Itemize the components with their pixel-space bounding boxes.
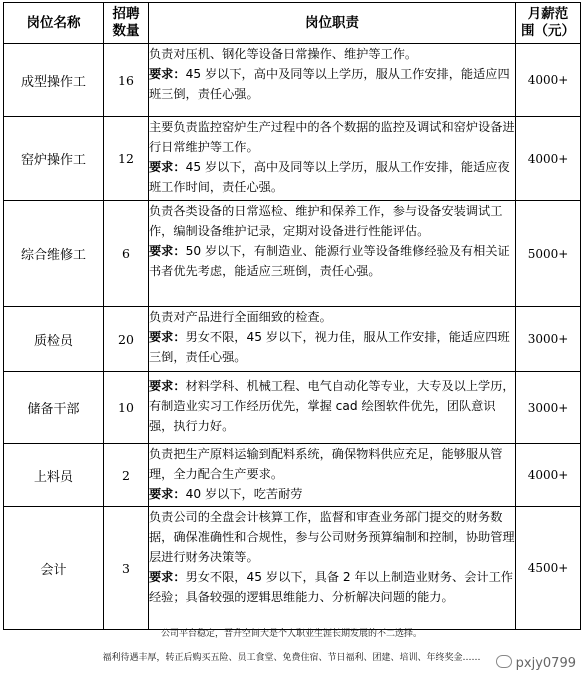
hire-count: 3 [104, 507, 149, 630]
requirement [149, 327, 515, 367]
requirement [149, 376, 515, 436]
duty-text: 负责把生产原料运输到配料系统，确保物料供应充足，能够服从管理，全力配合生产要求。 [149, 447, 503, 481]
requirement-text: 男女不限，45 岁以下，视力佳，服从工作安排，能适应四班三倒，责任心强。 [149, 330, 510, 364]
table-row [4, 44, 581, 117]
header-duties: 岗位职责 [149, 3, 516, 44]
footer-notes [3, 622, 580, 670]
position-name: 窑炉操作工 [4, 117, 104, 201]
duties-cell [149, 307, 516, 372]
duty-text: 负责对压机、钢化等设备日常操作、维护等工作。 [149, 47, 418, 61]
duties-cell [149, 201, 516, 307]
recruitment-table [3, 2, 581, 630]
requirement-label: 要求： [149, 487, 186, 501]
header-position: 岗位名称 [4, 3, 104, 44]
duty-text: 负责公司的全盘会计核算工作，监督和审查业务部门提交的财务数据，确保准确性和合规性，参与公司财务预算编制和控制，协助管理层进行财务决策等。 [149, 510, 515, 564]
hire-count: 2 [104, 444, 149, 507]
table-row [4, 201, 581, 307]
header-salary-line1: 月薪范 [527, 6, 569, 22]
table-row [4, 507, 581, 630]
header-salary-line2: 围（元） [521, 23, 575, 39]
hire-count: 6 [104, 201, 149, 307]
position-name: 上料员 [4, 444, 104, 507]
duty-text: 主要负责监控窑炉生产过程中的各个数据的监控及调试和窑炉设备进行日常维护等工作。 [149, 120, 515, 154]
header-count [104, 3, 149, 44]
header-row [4, 3, 581, 44]
salary: 4000+ [516, 444, 581, 507]
hire-count: 12 [104, 117, 149, 201]
salary: 4000+ [516, 117, 581, 201]
duties-cell [149, 444, 516, 507]
requirement-label: 要求： [149, 379, 186, 393]
duty-text: 负责各类设备的日常巡检、维护和保养工作，参与设备安装调试工作，编制设备维护记录，定期对设备进行性能评估。 [149, 204, 503, 238]
requirement-text: 材料学科、机械工程、电气自动化等专业，大专及以上学历，有制造业实习工作经历优先，掌握 cad 绘图软件优先，团队意识强，执行力好。 [149, 379, 515, 433]
requirement-label: 要求： [149, 330, 186, 344]
position-name: 质检员 [4, 307, 104, 372]
requirement-label: 要求： [149, 67, 186, 81]
duties-cell [149, 372, 516, 444]
duty-text: 负责对产品进行全面细致的检查。 [149, 310, 332, 324]
salary: 3000+ [516, 307, 581, 372]
hire-count: 20 [104, 307, 149, 372]
hire-count: 16 [104, 44, 149, 117]
salary: 4500+ [516, 507, 581, 630]
watermark [496, 655, 576, 671]
position-name: 成型操作工 [4, 44, 104, 117]
requirement [149, 241, 515, 281]
requirement-label: 要求： [149, 160, 186, 174]
salary: 5000+ [516, 201, 581, 307]
salary: 4000+ [516, 44, 581, 117]
watermark-text: pxjy0799 [515, 656, 576, 671]
wechat-icon [496, 655, 512, 668]
requirement-label: 要求： [149, 244, 186, 258]
requirement-text: 男女不限，45 岁以下，具备 2 年以上制造业财务、会计工作经验；具备较强的逻辑思维能力、分析解决问题的能力。 [149, 570, 513, 604]
requirement-text: 45 岁以下，高中及同等以上学历，服从工作安排，能适应四班三倒，责任心强。 [149, 67, 510, 101]
duties-cell [149, 44, 516, 117]
salary: 3000+ [516, 372, 581, 444]
requirement [149, 157, 515, 197]
table-row [4, 372, 581, 444]
table-row [4, 307, 581, 372]
table-row [4, 117, 581, 201]
table-row [4, 444, 581, 507]
footer-line-2: 福利待遇丰厚，转正后购买五险、员工食堂、免费住宿、节日福利、团建、培训、年终奖金…… [102, 653, 481, 663]
header-count-line1: 招聘 [112, 6, 140, 22]
hire-count: 10 [104, 372, 149, 444]
duties-cell [149, 507, 516, 630]
header-count-line2: 数量 [112, 23, 140, 39]
requirement-text: 50 岁以下，有制造业、能源行业等设备维修经验及有相关证书者优先考虑，能适应三班倒，责任心强。 [149, 244, 510, 278]
requirement-label: 要求： [149, 570, 186, 584]
position-name: 储备干部 [4, 372, 104, 444]
position-name: 综合维修工 [4, 201, 104, 307]
requirement [149, 567, 515, 607]
header-salary [516, 3, 581, 44]
duties-cell [149, 117, 516, 201]
requirement-text: 40 岁以下，吃苦耐劳 [185, 487, 303, 501]
requirement-text: 45 岁以下，高中及同等以上学历，服从工作安排，能适应夜班工作时间，责任心强。 [149, 160, 510, 194]
position-name: 会计 [4, 507, 104, 630]
requirement [149, 64, 515, 104]
requirement [149, 484, 515, 504]
footer-line-1: 公司平台稳定，晋升空间大是个人职业生涯长期发展的不二选择。 [160, 629, 422, 639]
